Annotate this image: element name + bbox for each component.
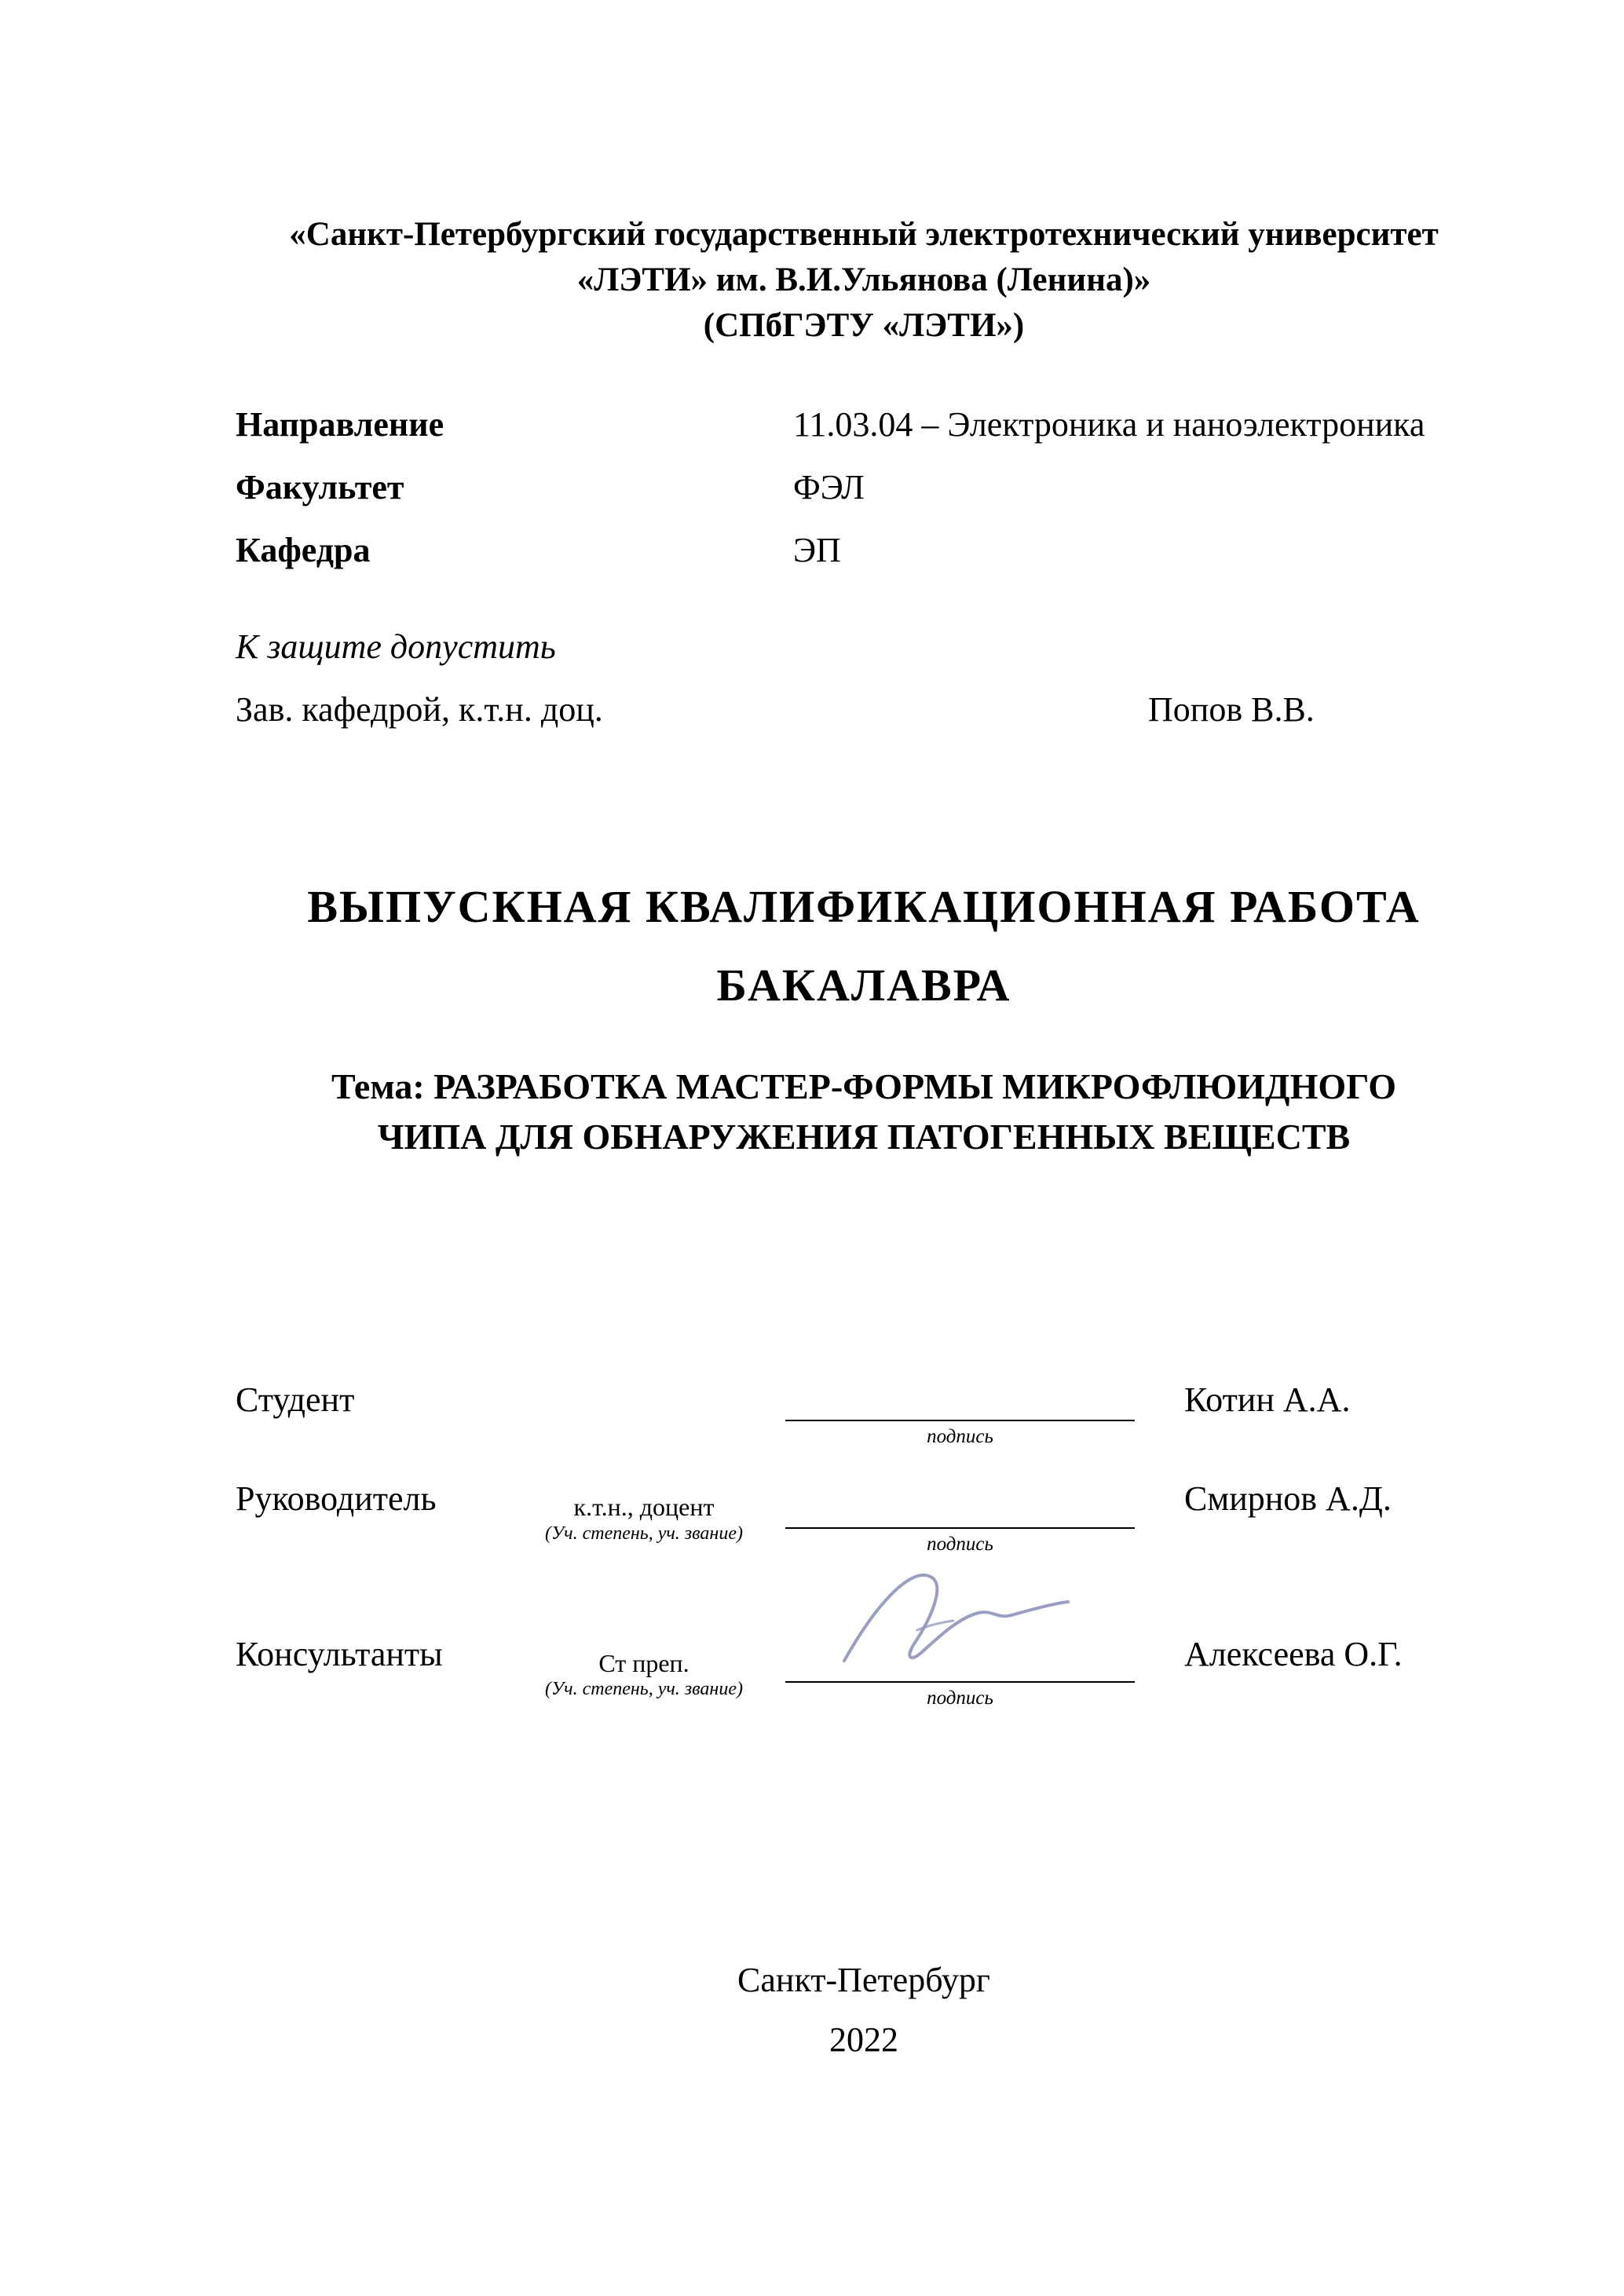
signature-caption-student: подпись <box>927 1426 993 1447</box>
student-name: Котин А.А. <box>1184 1380 1351 1419</box>
supervisor-degree: к.т.н., доцент <box>573 1493 715 1521</box>
thesis-title-line2: БАКАЛАВРА <box>716 960 1011 1011</box>
signature-line-supervisor <box>785 1494 1135 1529</box>
supervisor-name: Смирнов А.Д. <box>1184 1479 1392 1518</box>
admission-permit-line: К защите допустить <box>236 627 556 666</box>
direction-label: Направление <box>236 405 444 444</box>
department-head-name: Попов В.В. <box>1148 690 1315 729</box>
university-name-line1: «Санкт-Петербургский государственный электротехнический университет <box>289 216 1439 253</box>
field-row-faculty <box>236 467 1492 510</box>
faculty-value: ФЭЛ <box>793 468 865 506</box>
department-label: Кафедра <box>236 531 371 569</box>
university-header <box>236 212 1492 349</box>
field-row-direction <box>236 404 1492 447</box>
thesis-theme-line2: ЧИПА ДЛЯ ОБНАРУЖЕНИЯ ПАТОГЕННЫХ ВЕЩЕСТВ <box>377 1117 1351 1157</box>
signature-line-consultants <box>785 1648 1135 1683</box>
consultant-degree-caption: (Уч. степень, уч. звание) <box>545 1679 743 1699</box>
footer-year: 2022 <box>829 2020 898 2059</box>
signature-role-supervisor: Руководитель <box>236 1479 437 1518</box>
university-name-line2: «ЛЭТИ» им. В.И.Ульянова (Ленина)» <box>576 261 1151 298</box>
faculty-label: Факультет <box>236 468 404 506</box>
page-content <box>236 0 1492 2296</box>
signature-caption-supervisor: подпись <box>927 1534 993 1555</box>
signature-caption-consultants: подпись <box>927 1687 993 1709</box>
supervisor-degree-caption: (Уч. степень, уч. звание) <box>545 1523 743 1544</box>
thesis-theme-line1: Тема: РАЗРАБОТКА МАСТЕР-ФОРМЫ МИКРОФЛЮИДНОГО <box>331 1066 1397 1106</box>
footer-city: Санкт-Петербург <box>737 1961 990 1999</box>
thesis-title-line1: ВЫПУСКНАЯ КВАЛИФИКАЦИОННАЯ РАБОТА <box>307 881 1421 932</box>
field-row-department <box>236 530 1492 572</box>
university-abbreviation: (СПбГЭТУ «ЛЭТИ») <box>703 307 1025 344</box>
signature-role-student: Студент <box>236 1380 355 1419</box>
consultant-name: Алексеева О.Г. <box>1184 1635 1403 1673</box>
consultant-degree: Ст преп. <box>598 1649 689 1677</box>
direction-value: 11.03.04 – Электроника и наноэлектроника <box>793 405 1425 444</box>
department-value: ЭП <box>793 531 841 569</box>
thesis-theme <box>236 1062 1492 1162</box>
signature-role-consultants: Консультанты <box>236 1635 443 1673</box>
department-head-title: Зав. кафедрой, к.т.н. доц. <box>236 690 603 729</box>
signature-line-student <box>785 1387 1135 1421</box>
thesis-title <box>236 868 1492 1025</box>
